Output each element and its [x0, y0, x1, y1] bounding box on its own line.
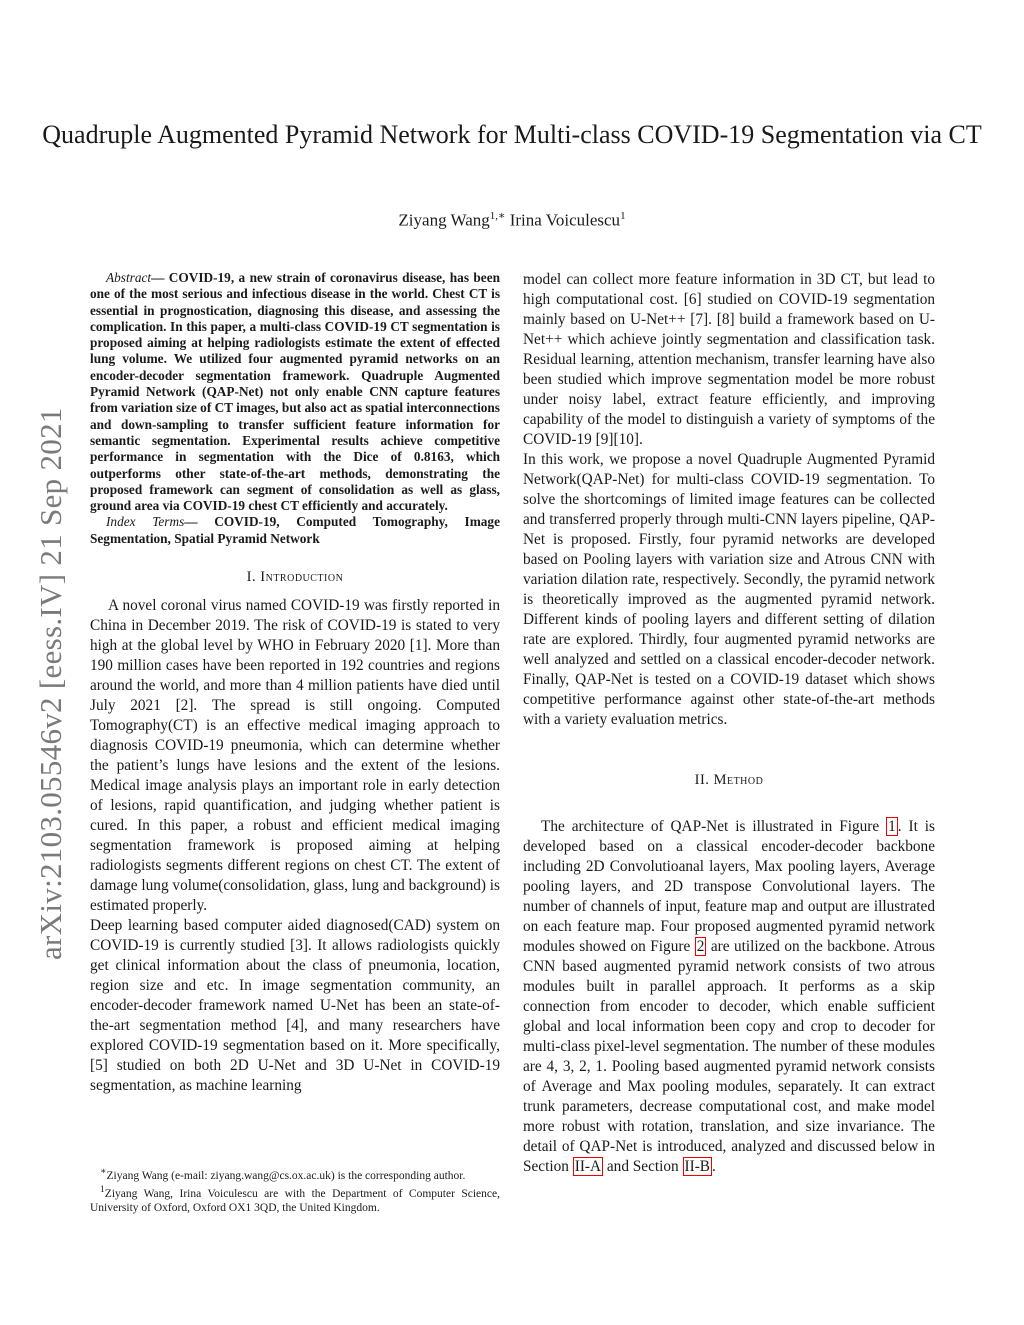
paragraph: model can collect more feature information in 3D CT, but lead to high computational cost. [6] studied on COVID-19 segmentation mainly based on U-Net++ [7]. [8] build a framework based on U-Net++ which achieve jointly segmentation and classification task. Residual learning, attention mechanism, transfer learning have also been studied which improve segmentation model be more robust under noisy label, extract feature efficiently, and improving capability of the model to distinguish a variety of symptoms of the COVID-19 [9][10]. [523, 271, 935, 448]
index-terms [90, 514, 500, 547]
text-span: and Section [603, 1158, 683, 1175]
author-affiliation-mark: 1 [620, 210, 626, 222]
author-line [0, 209, 1024, 231]
figure-1-link[interactable]: 1 [888, 818, 896, 835]
text-span: The architecture of QAP-Net is illustrated in Figure [541, 818, 887, 835]
footnote [90, 1165, 500, 1183]
section-number: I. [246, 569, 257, 586]
text-span: . It is developed based on a classical encoder-decoder backbone including 2D Convolutioanal layers, Max pooling layers, Average pooling layers, and 2D transpose Convolutional layers. The number of channels of input, feature map and output are illustrated on each feature map. Four proposed augmented pyramid network modules showed on Figure [523, 818, 935, 955]
author-affiliation-mark: 1,∗ [489, 210, 506, 222]
figure-2-link[interactable]: 2 [696, 938, 705, 955]
footnote-text: Ziyang Wang, Irina Voiculescu are with the Department of Computer Science, University of Oxford, Oxford OX1 3QD, the United Kingdom. [90, 1187, 500, 1214]
paper-title: Quadruple Augmented Pyramid Network for Multi-class COVID-19 Segmentation via CT [42, 120, 982, 149]
section-number: II. [694, 772, 710, 788]
author-name: Ziyang Wang [398, 210, 490, 230]
text-span: . [712, 1158, 716, 1175]
author-name: Irina Voiculescu [509, 210, 621, 230]
footnote-text: Ziyang Wang (e-mail: ziyang.wang@cs.ox.ac.uk) is the corresponding author. [106, 1169, 466, 1182]
section-title: Method [713, 772, 764, 788]
footnotes [90, 1165, 500, 1215]
section-2b-link[interactable]: II-B [684, 1158, 711, 1175]
abstract-text: — COVID-19, a new strain of coronavirus disease, has been one of the most serious and infectious disease in the world. Chest CT is essential in prognostication, diagnosing this disease, and assessing the complication. In this paper, a multi-class COVID-19 CT segmentation is proposed aiming at helping radiologists estimate the extent of effected lung volume. We utilized four augmented pyramid networks on an encoder-decoder segmentation framework. Quadruple Augmented Pyramid Network (QAP-Net) not only enable CNN capture features from variation size of CT images, but also act as spatial interconnections and down-sampling to transfer sufficient feature information for semantic segmentation. Experimental results achieve competitive performance in segmentation with the Dice of 0.8163, which outperforms other state-of-the-art methods, demonstrating the proposed framework can segment of consolidation as well as glass, ground area via COVID-19 chest CT efficiently and accurately. [90, 270, 500, 514]
right-column [523, 270, 935, 1177]
paragraph [523, 817, 935, 1177]
paragraph: In this work, we propose a novel Quadruple Augmented Pyramid Network(QAP-Net) for multi-class COVID-19 segmentation. To solve the shortcomings of limited image features can be collected and transferred properly through multi-CNN layers pipeline, QAP-Net is proposed. Firstly, four pyramid networks are developed based on Pooling layers with variation size and Atrous CNN with variation dilation rate, respectively. Secondly, the pyramid network is theoretically improved as the augmented pyramid network. Different kinds of pooling layers and different setting of dilation rate are explored. Thirdly, four augmented pyramid networks are well analyzed and settled on a classical encoder-decoder network. Finally, QAP-Net is tested on a COVID-19 dataset which shows competitive performance against other state-of-the-art methods with a variety evaluation metrics. [523, 451, 935, 728]
section-2a-link[interactable]: II-A [574, 1158, 602, 1175]
index-terms-text: — COVID-19, Computed Tomography, Image Segmentation, Spatial Pyramid Network [90, 514, 500, 546]
left-column [90, 270, 500, 1096]
index-terms-label: Index Terms [106, 514, 185, 530]
section-title: Introduction [260, 569, 344, 586]
abstract-label: Abstract [106, 270, 152, 285]
paragraph: A novel coronal virus named COVID-19 was firstly reported in China in December 2019. The risk of COVID-19 is stated to very high at the global level by WHO in February 2020 [1]. More than 190 million cases have been reported in 192 countries and regions around the world, and more than 4 million patients have died until July 2021 [2]. The spread is still ongoing. Computed Tomography(CT) is an effective medical imaging approach to diagnosis COVID-19 pneumonia, which can determine whether the patient’s lungs have lesions and the extent of the lesions. Medical image analysis plays an important role in early detection of lesions, rapid quantification, and judging whether patient is cured. In this paper, a robust and efficient medical imaging segmentation framework is proposed aiming at helping radiologists segments different regions on chest CT. The extent of damage lung volume(consolidation, glass, lung and background) is estimated properly. [90, 597, 500, 915]
section-heading-method [523, 772, 935, 789]
footnote-mark: ∗ [100, 1166, 107, 1177]
arxiv-stamp: arXiv:2103.05546v2 [eess.IV] 21 Sep 2021 [33, 407, 68, 960]
abstract [90, 270, 500, 514]
paragraph: Deep learning based computer aided diagnosed(CAD) system on COVID-19 is currently studied [3]. It allows radiologists quickly get clinical information about the class of pneumonia, location, region size and etc. In image segmentation community, an encoder-decoder framework named U-Net has been an state-of-the-art segmentation method [4], and many researchers have explored COVID-19 segmentation based on it. More specifically, [5] studied on both 2D U-Net and 3D U-Net in COVID-19 segmentation, as machine learning [90, 917, 500, 1095]
text-span: are utilized on the backbone. Atrous CNN based augmented pyramid network consists of two atrous modules built in parallel approach. It performs as a skip connection from encoder to decoder, which enable sufficient global and local information been copy and crop to decoder for multi-class pixel-level segmentation. The number of these modules are 4, 3, 2, 1. Pooling based augmented pyramid network consists of Average and Max pooling modules, separately. It can extract trunk parameters, decrease computational cost, and make model more robust with rotation, translation, and size invariance. The detail of QAP-Net is introduced, analyzed and discussed below in Section [523, 938, 935, 1175]
footnote-mark: 1 [100, 1183, 105, 1195]
section-heading-introduction [90, 569, 500, 586]
footnote [90, 1183, 500, 1215]
